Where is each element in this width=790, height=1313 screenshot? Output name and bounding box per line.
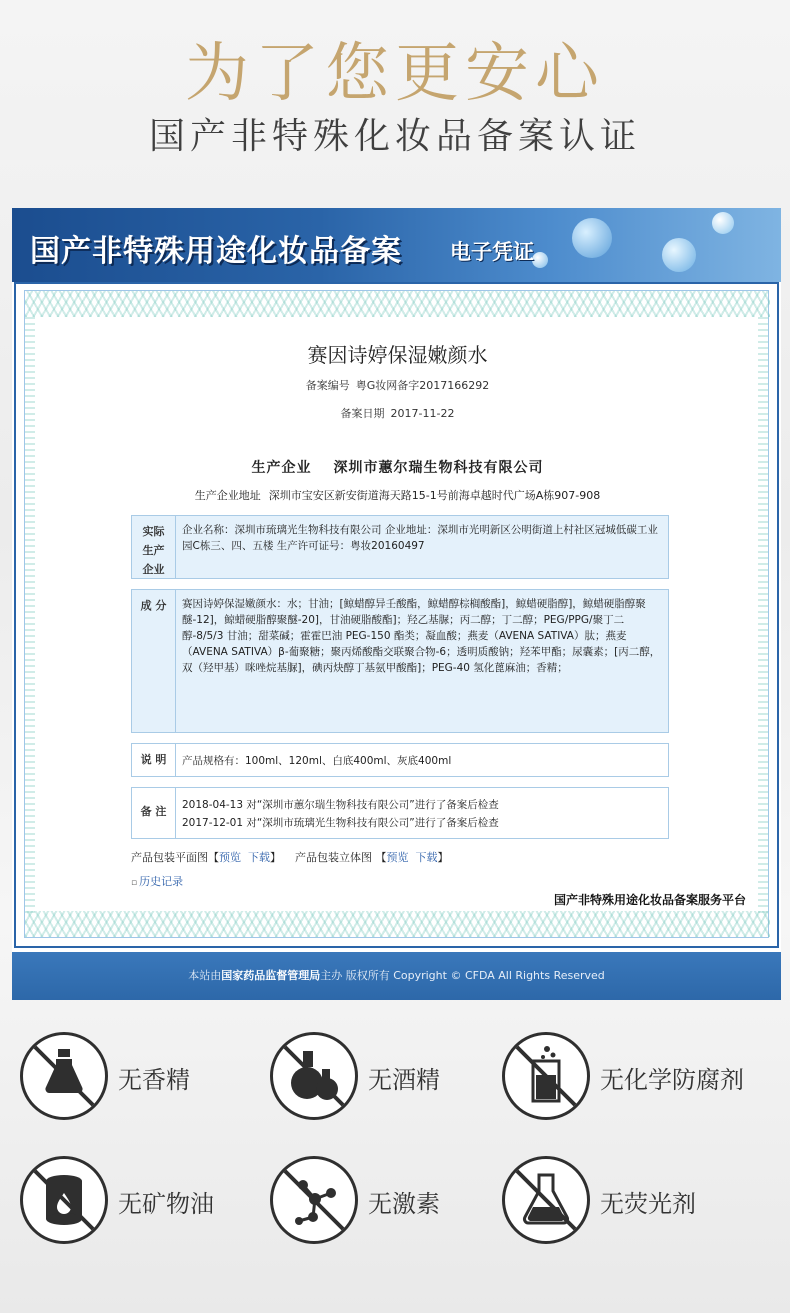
footer-organization: 国家药品监督管理局 — [221, 969, 321, 982]
molecule-decoration — [712, 212, 734, 234]
feature-no-chemical-preservative — [502, 1032, 782, 1122]
no-fragrance-icon — [20, 1032, 108, 1120]
no-chemical-preservative-icon — [502, 1032, 590, 1120]
notes-line-2: 2017-12-01 对“深圳市琉璃光生物科技有限公司”进行了备案后检查 — [182, 817, 499, 829]
notes-label: 备 注 — [132, 788, 176, 838]
window-icon: ▫ — [131, 878, 138, 888]
ingredients-text: 赛因诗婷保湿嫩颜水：水；甘油；[鲸蜡醇异壬酸酯，鲸蜡醇棕榈酸酯]，鲸蜡硬脂醇]，鲸蜡硬脂醇聚醚-12]，鲸蜡硬脂醇聚醚-20]，甘油硬脂酸酯]；羟乙基脲；丙二醇；丁二醇；PEG/PPG/聚丁二醇-8/5/3 甘油；甜菜碱；霍霍巴油 PEG-150 酯类；凝血酸；燕麦（AVENA SATIVA）肽；燕麦（AVENA SATIVA）β-葡聚糖；聚丙烯酸酯交联聚合物-6；透明质酸钠；羟苯甲酯；尿囊素；[丙二醇，双（羟甲基）咪唑烷基脲]，碘丙炔醇丁基氨甲酸酯]；PEG-40 氢化蓖麻油；香精； — [182, 598, 661, 674]
bracket-open: 【 — [208, 851, 219, 864]
record-date — [25, 405, 770, 421]
certificate-footer — [12, 952, 781, 1000]
certificate-body — [24, 290, 769, 938]
package-3d-label: 产品包装立体图 — [295, 851, 372, 864]
platform-name: 国产非特殊用途化妆品备案服务平台 — [553, 893, 746, 907]
feature-no-fragrance — [20, 1032, 220, 1122]
certificate-banner-subtitle: 电子凭证 — [450, 240, 534, 264]
producer-address — [25, 487, 770, 503]
ingredients-label: 成 分 — [132, 590, 176, 732]
feature-badges — [0, 1020, 790, 1313]
history-link[interactable] — [131, 873, 183, 889]
feature-label: 无荧光剂 — [600, 1190, 696, 1218]
record-number-value: 粤G妆网备字2017166292 — [355, 379, 490, 392]
package-flat-preview-link[interactable]: 预览 — [219, 851, 241, 864]
molecule-decoration — [532, 252, 548, 268]
product-name: 赛因诗婷保湿嫩颜水 — [307, 343, 488, 367]
bracket-close: 】 — [270, 851, 281, 864]
package-flat-download-link[interactable]: 下载 — [248, 851, 270, 864]
certificate-banner — [12, 208, 781, 282]
no-hormone-icon — [270, 1156, 358, 1244]
certificate-banner-title: 国产非特殊用途化妆品备案 — [30, 234, 402, 269]
feature-no-alcohol — [270, 1032, 470, 1122]
footer-suffix: 主办 版权所有 Copyright © CFDA All Rights Reserved — [320, 969, 605, 982]
notes-text — [182, 796, 664, 832]
producer-address-label: 生产企业地址 — [194, 489, 261, 502]
bracket-open: 【 — [375, 851, 387, 864]
description-text: 产品规格有：100ml、120ml、白底400ml、灰底400ml — [182, 755, 452, 767]
actual-producer-label: 实际 生产 企业 — [132, 516, 176, 578]
package-images — [131, 849, 449, 865]
hero-subtitle: 国产非特殊化妆品备案认证 — [148, 116, 641, 157]
feature-no-mineral-oil — [20, 1156, 240, 1246]
feature-label: 无酒精 — [368, 1066, 440, 1094]
no-mineral-oil-svg — [23, 1159, 105, 1241]
guilloche-border-top — [25, 291, 770, 317]
feature-label: 无香精 — [118, 1066, 190, 1094]
certificate-screenshot — [12, 208, 781, 1000]
no-fluorescent-agent-icon — [502, 1156, 590, 1244]
notes-line-1: 2018-04-13 对“深圳市蕙尔瑞生物科技有限公司”进行了备案后检查 — [182, 799, 499, 811]
feature-no-hormone — [270, 1156, 470, 1246]
hero-section — [0, 0, 790, 200]
no-fluorescent-agent-svg — [505, 1159, 587, 1241]
no-alcohol-icon — [270, 1032, 358, 1120]
footer-prefix: 本站由 — [188, 969, 222, 982]
hero-title: 为了您更安心 — [185, 37, 605, 111]
producer-name: 深圳市蕙尔瑞生物科技有限公司 — [333, 460, 544, 476]
molecule-decoration — [662, 238, 696, 272]
no-alcohol-svg — [273, 1035, 355, 1117]
producer-address-value: 深圳市宝安区新安街道海天路15-1号前海卓越时代广场A栋907-908 — [268, 489, 601, 502]
record-date-label: 备案日期 — [340, 407, 385, 420]
feature-label: 无矿物油 — [118, 1190, 214, 1218]
feature-no-fluorescent-agent — [502, 1156, 742, 1246]
no-hormone-svg — [273, 1159, 355, 1241]
ingredients-box — [131, 589, 669, 733]
record-number — [25, 377, 770, 393]
guilloche-border-bottom — [25, 911, 770, 937]
description-label: 说 明 — [132, 744, 176, 776]
package-3d-preview-link[interactable]: 预览 — [386, 851, 409, 864]
description-box — [131, 743, 669, 777]
package-flat-label: 产品包装平面图 — [131, 851, 208, 864]
actual-producer-box — [131, 515, 669, 579]
record-number-label: 备案编号 — [305, 379, 350, 392]
feature-label: 无化学防腐剂 — [600, 1066, 744, 1094]
producer — [25, 457, 770, 477]
molecule-decoration — [572, 218, 612, 258]
history-label[interactable]: 历史记录 — [139, 875, 184, 888]
producer-label: 生产企业 — [251, 460, 312, 476]
package-3d-download-link[interactable]: 下载 — [415, 851, 438, 864]
record-date-value: 2017-11-22 — [390, 407, 455, 420]
feature-label: 无激素 — [368, 1190, 440, 1218]
actual-producer-text: 企业名称：深圳市琉璃光生物科技有限公司 企业地址：深圳市光明新区公明街道上村社区冠城低碳工业园C栋三、四、五楼 生产许可证号：粤妆20160497 — [182, 524, 658, 552]
certificate-frame — [14, 282, 779, 948]
no-fragrance-svg — [23, 1035, 105, 1117]
no-mineral-oil-icon — [20, 1156, 108, 1244]
bracket-close: 】 — [437, 851, 449, 864]
notes-box — [131, 787, 669, 839]
no-chemical-preservative-svg — [505, 1035, 587, 1117]
